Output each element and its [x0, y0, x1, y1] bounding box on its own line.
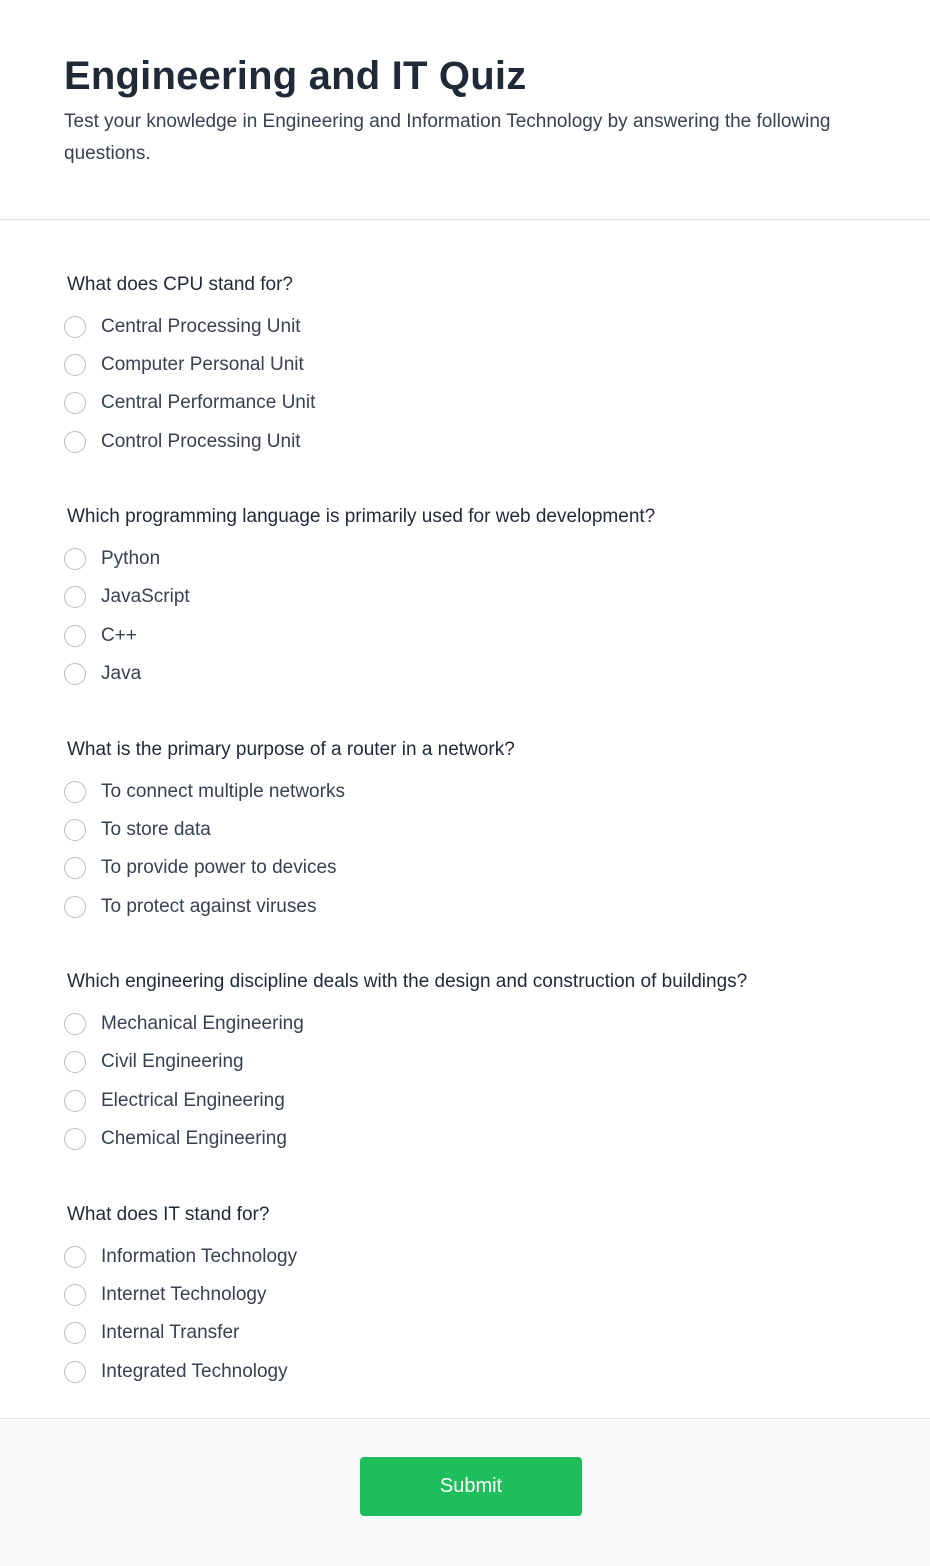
radio-button[interactable]: [64, 1322, 86, 1344]
radio-button[interactable]: [64, 857, 86, 879]
page-subtitle: Test your knowledge in Engineering and Information Technology by answering the following questions.: [64, 111, 831, 164]
page-title: Engineering and IT Quiz: [64, 54, 527, 98]
radio-button[interactable]: [64, 896, 86, 918]
option-information-technology[interactable]: [64, 1244, 664, 1274]
option-label: Computer Personal Unit: [101, 354, 304, 375]
option-label: Integrated Technology: [101, 1361, 288, 1382]
option-electrical-engineering[interactable]: [64, 1088, 664, 1118]
form-footer: [0, 1418, 930, 1566]
option-integrated-technology[interactable]: [64, 1359, 664, 1389]
radio-button[interactable]: [64, 1246, 86, 1268]
radio-button[interactable]: [64, 548, 86, 570]
option-label: Information Technology: [101, 1246, 298, 1267]
option-internet-technology[interactable]: [64, 1282, 664, 1312]
radio-button[interactable]: [64, 354, 86, 376]
radio-button[interactable]: [64, 663, 86, 685]
option-label: Internal Transfer: [101, 1322, 240, 1343]
radio-button[interactable]: [64, 1051, 86, 1073]
page-header: [0, 0, 930, 220]
radio-button[interactable]: [64, 392, 86, 414]
option-label: Internet Technology: [101, 1284, 267, 1305]
option-label: Mechanical Engineering: [101, 1013, 304, 1034]
option-label: C++: [101, 625, 137, 646]
option-store-data[interactable]: [64, 817, 664, 847]
radio-button[interactable]: [64, 781, 86, 803]
radio-button[interactable]: [64, 625, 86, 647]
submit-button[interactable]: Submit: [360, 1457, 582, 1516]
option-label: Chemical Engineering: [101, 1128, 287, 1149]
option-label: Central Performance Unit: [101, 392, 316, 413]
option-civil-engineering[interactable]: [64, 1049, 664, 1079]
option-central-processing-unit[interactable]: [64, 314, 664, 344]
option-label: Java: [101, 663, 142, 684]
option-python[interactable]: [64, 546, 664, 576]
option-cpp[interactable]: [64, 623, 664, 653]
option-label: To provide power to devices: [101, 857, 337, 878]
option-javascript[interactable]: [64, 584, 664, 614]
option-connect-networks[interactable]: [64, 779, 664, 809]
option-label: Central Processing Unit: [101, 316, 301, 337]
option-chemical-engineering[interactable]: [64, 1126, 664, 1156]
quiz-form: [0, 221, 930, 1418]
radio-button[interactable]: [64, 431, 86, 453]
option-label: Python: [101, 548, 161, 569]
option-computer-personal-unit[interactable]: [64, 352, 664, 382]
option-label: JavaScript: [101, 586, 190, 607]
option-label: Civil Engineering: [101, 1051, 244, 1072]
option-provide-power[interactable]: [64, 855, 664, 885]
radio-button[interactable]: [64, 1361, 86, 1383]
option-label: Electrical Engineering: [101, 1090, 285, 1111]
radio-button[interactable]: [64, 316, 86, 338]
radio-button[interactable]: [64, 1090, 86, 1112]
option-mechanical-engineering[interactable]: [64, 1011, 664, 1041]
option-central-performance-unit[interactable]: [64, 390, 664, 420]
question-text: What does IT stand for?: [67, 1204, 270, 1225]
question-text: What is the primary purpose of a router in a network?: [67, 739, 515, 760]
option-control-processing-unit[interactable]: [64, 429, 664, 459]
question-text: Which programming language is primarily used for web development?: [67, 506, 656, 527]
radio-button[interactable]: [64, 1128, 86, 1150]
radio-button[interactable]: [64, 1284, 86, 1306]
option-label: Control Processing Unit: [101, 431, 301, 452]
option-label: To connect multiple networks: [101, 781, 345, 802]
radio-button[interactable]: [64, 586, 86, 608]
option-label: To protect against viruses: [101, 896, 317, 917]
option-java[interactable]: [64, 661, 664, 691]
option-internal-transfer[interactable]: [64, 1320, 664, 1350]
question-text: What does CPU stand for?: [67, 274, 293, 295]
option-protect-viruses[interactable]: [64, 894, 664, 924]
radio-button[interactable]: [64, 819, 86, 841]
option-label: To store data: [101, 819, 211, 840]
question-text: Which engineering discipline deals with the design and construction of buildings?: [67, 971, 748, 992]
radio-button[interactable]: [64, 1013, 86, 1035]
